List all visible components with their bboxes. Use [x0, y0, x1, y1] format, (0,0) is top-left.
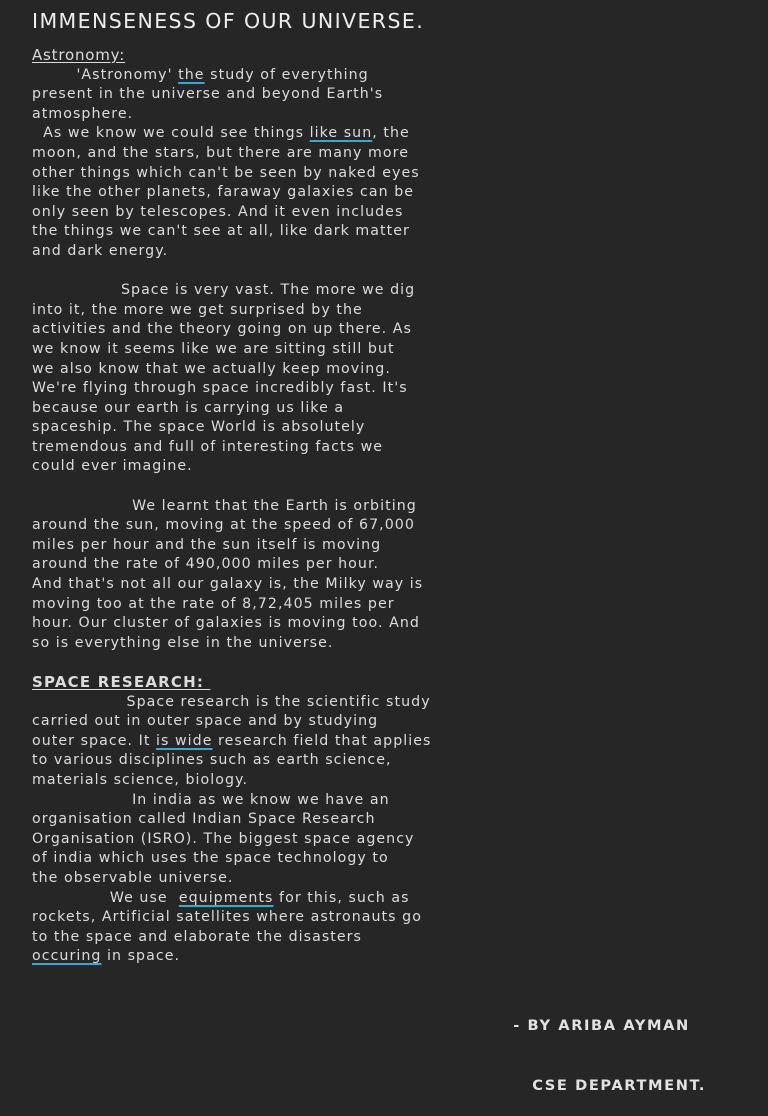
document-page	[32, 8, 740, 967]
text-line: And that's not all our galaxy is, the Milky way is	[32, 576, 424, 593]
text-fragment: As we know we could see things	[32, 125, 310, 142]
department-line: CSE DEPARTMENT.	[532, 1077, 706, 1094]
text-line: into it, the more we get surprised by the	[32, 301, 363, 318]
text-line: atmosphere.	[32, 105, 134, 122]
text-line: Space research is the scientific study	[32, 693, 431, 710]
underlined-word-equipments[interactable]: equipments	[178, 889, 274, 906]
text-line: moon, and the stars, but there are many more	[32, 144, 410, 161]
text-line: We learnt that the Earth is orbiting	[32, 497, 417, 514]
text-line: tremendous and full of interesting facts we	[32, 438, 384, 455]
text-fragment: We use	[32, 889, 179, 906]
astronomy-paragraph-3	[32, 281, 740, 477]
text-line: to various disciplines such as earth science,	[32, 752, 392, 769]
text-line: activities and the theory going on up there. As	[32, 321, 412, 338]
text-line: we also know that we actually keep moving.	[32, 360, 391, 377]
text-line: Space is very vast. The more we dig	[32, 282, 416, 299]
text-fragment: study of everything	[204, 66, 369, 83]
text-fragment: in space.	[101, 948, 181, 965]
text-line: We're flying through space incredibly fast. It's	[32, 380, 408, 397]
text-fragment: research field that applies	[212, 732, 432, 749]
space-research-heading: SPACE RESEARCH:	[32, 673, 211, 691]
text-line: spaceship. The space World is absolutely	[32, 419, 366, 436]
text-line: materials science, biology.	[32, 771, 249, 788]
astronomy-paragraph-2	[32, 124, 740, 261]
text-line: and dark energy.	[32, 242, 169, 259]
astronomy-heading: Astronomy:	[32, 46, 126, 64]
text-line: of india which uses the space technology to	[32, 850, 389, 867]
text-line: only seen by telescopes. And it even includes	[32, 203, 404, 220]
document-title: IMMENSENESS OF OUR UNIVERSE.	[32, 9, 425, 33]
astronomy-paragraph-1	[32, 66, 740, 125]
paragraph-gap	[32, 653, 740, 673]
text-line: could ever imagine.	[32, 458, 193, 475]
text-line: rockets, Artificial satellites where astronauts go	[32, 909, 422, 926]
text-line	[32, 66, 740, 86]
text-line: In india as we know we have an	[32, 791, 390, 808]
text-line: the observable universe.	[32, 869, 234, 886]
text-line: organisation called Indian Space Research	[32, 811, 376, 828]
text-line: we know it seems like we are sitting still but	[32, 340, 395, 357]
text-line: the things we can't see at all, like dark matter	[32, 223, 410, 240]
space-research-paragraph-1	[32, 693, 740, 791]
text-line	[32, 732, 740, 752]
space-research-paragraph-3	[32, 889, 740, 967]
space-research-paragraph-2	[32, 791, 740, 889]
text-fragment: , the	[372, 125, 410, 142]
text-line: Organisation (ISRO). The biggest space agency	[32, 830, 415, 847]
text-line: miles per hour and the sun itself is moving	[32, 536, 382, 553]
text-line: to the space and elaborate the disasters	[32, 928, 362, 945]
text-fragment: for this, such as	[273, 889, 410, 906]
underlined-word-the[interactable]: the	[178, 66, 205, 83]
paragraph-gap	[32, 477, 740, 497]
text-line	[32, 124, 740, 144]
text-fragment: 'Astronomy'	[32, 66, 179, 83]
text-fragment: outer space. It	[32, 732, 157, 749]
text-line: like the other planets, faraway galaxies can be	[32, 184, 415, 201]
underlined-word-occuring[interactable]: occuring	[32, 948, 102, 965]
paragraph-gap	[32, 262, 740, 282]
text-line	[32, 947, 740, 967]
text-line: around the sun, moving at the speed of 67,000	[32, 517, 415, 534]
author-line: - BY ARIBA AYMAN	[513, 1017, 690, 1034]
author-signature	[513, 976, 706, 1116]
text-line: carried out in outer space and by studying	[32, 713, 379, 730]
astronomy-paragraph-4	[32, 497, 740, 654]
text-line: hour. Our cluster of galaxies is moving too. And	[32, 615, 420, 632]
text-line: moving too at the rate of 8,72,405 miles per	[32, 595, 395, 612]
text-line: so is everything else in the universe.	[32, 634, 334, 651]
text-line: present in the universe and beyond Earth's	[32, 86, 384, 103]
text-line: other things which can't be seen by naked eyes	[32, 164, 420, 181]
underlined-word-like-sun[interactable]: like sun	[309, 125, 373, 142]
text-line: because our earth is carrying us like a	[32, 399, 345, 416]
text-line	[32, 889, 740, 909]
text-line: around the rate of 490,000 miles per hour.	[32, 556, 380, 573]
underlined-word-is-wide[interactable]: is wide	[156, 732, 213, 749]
